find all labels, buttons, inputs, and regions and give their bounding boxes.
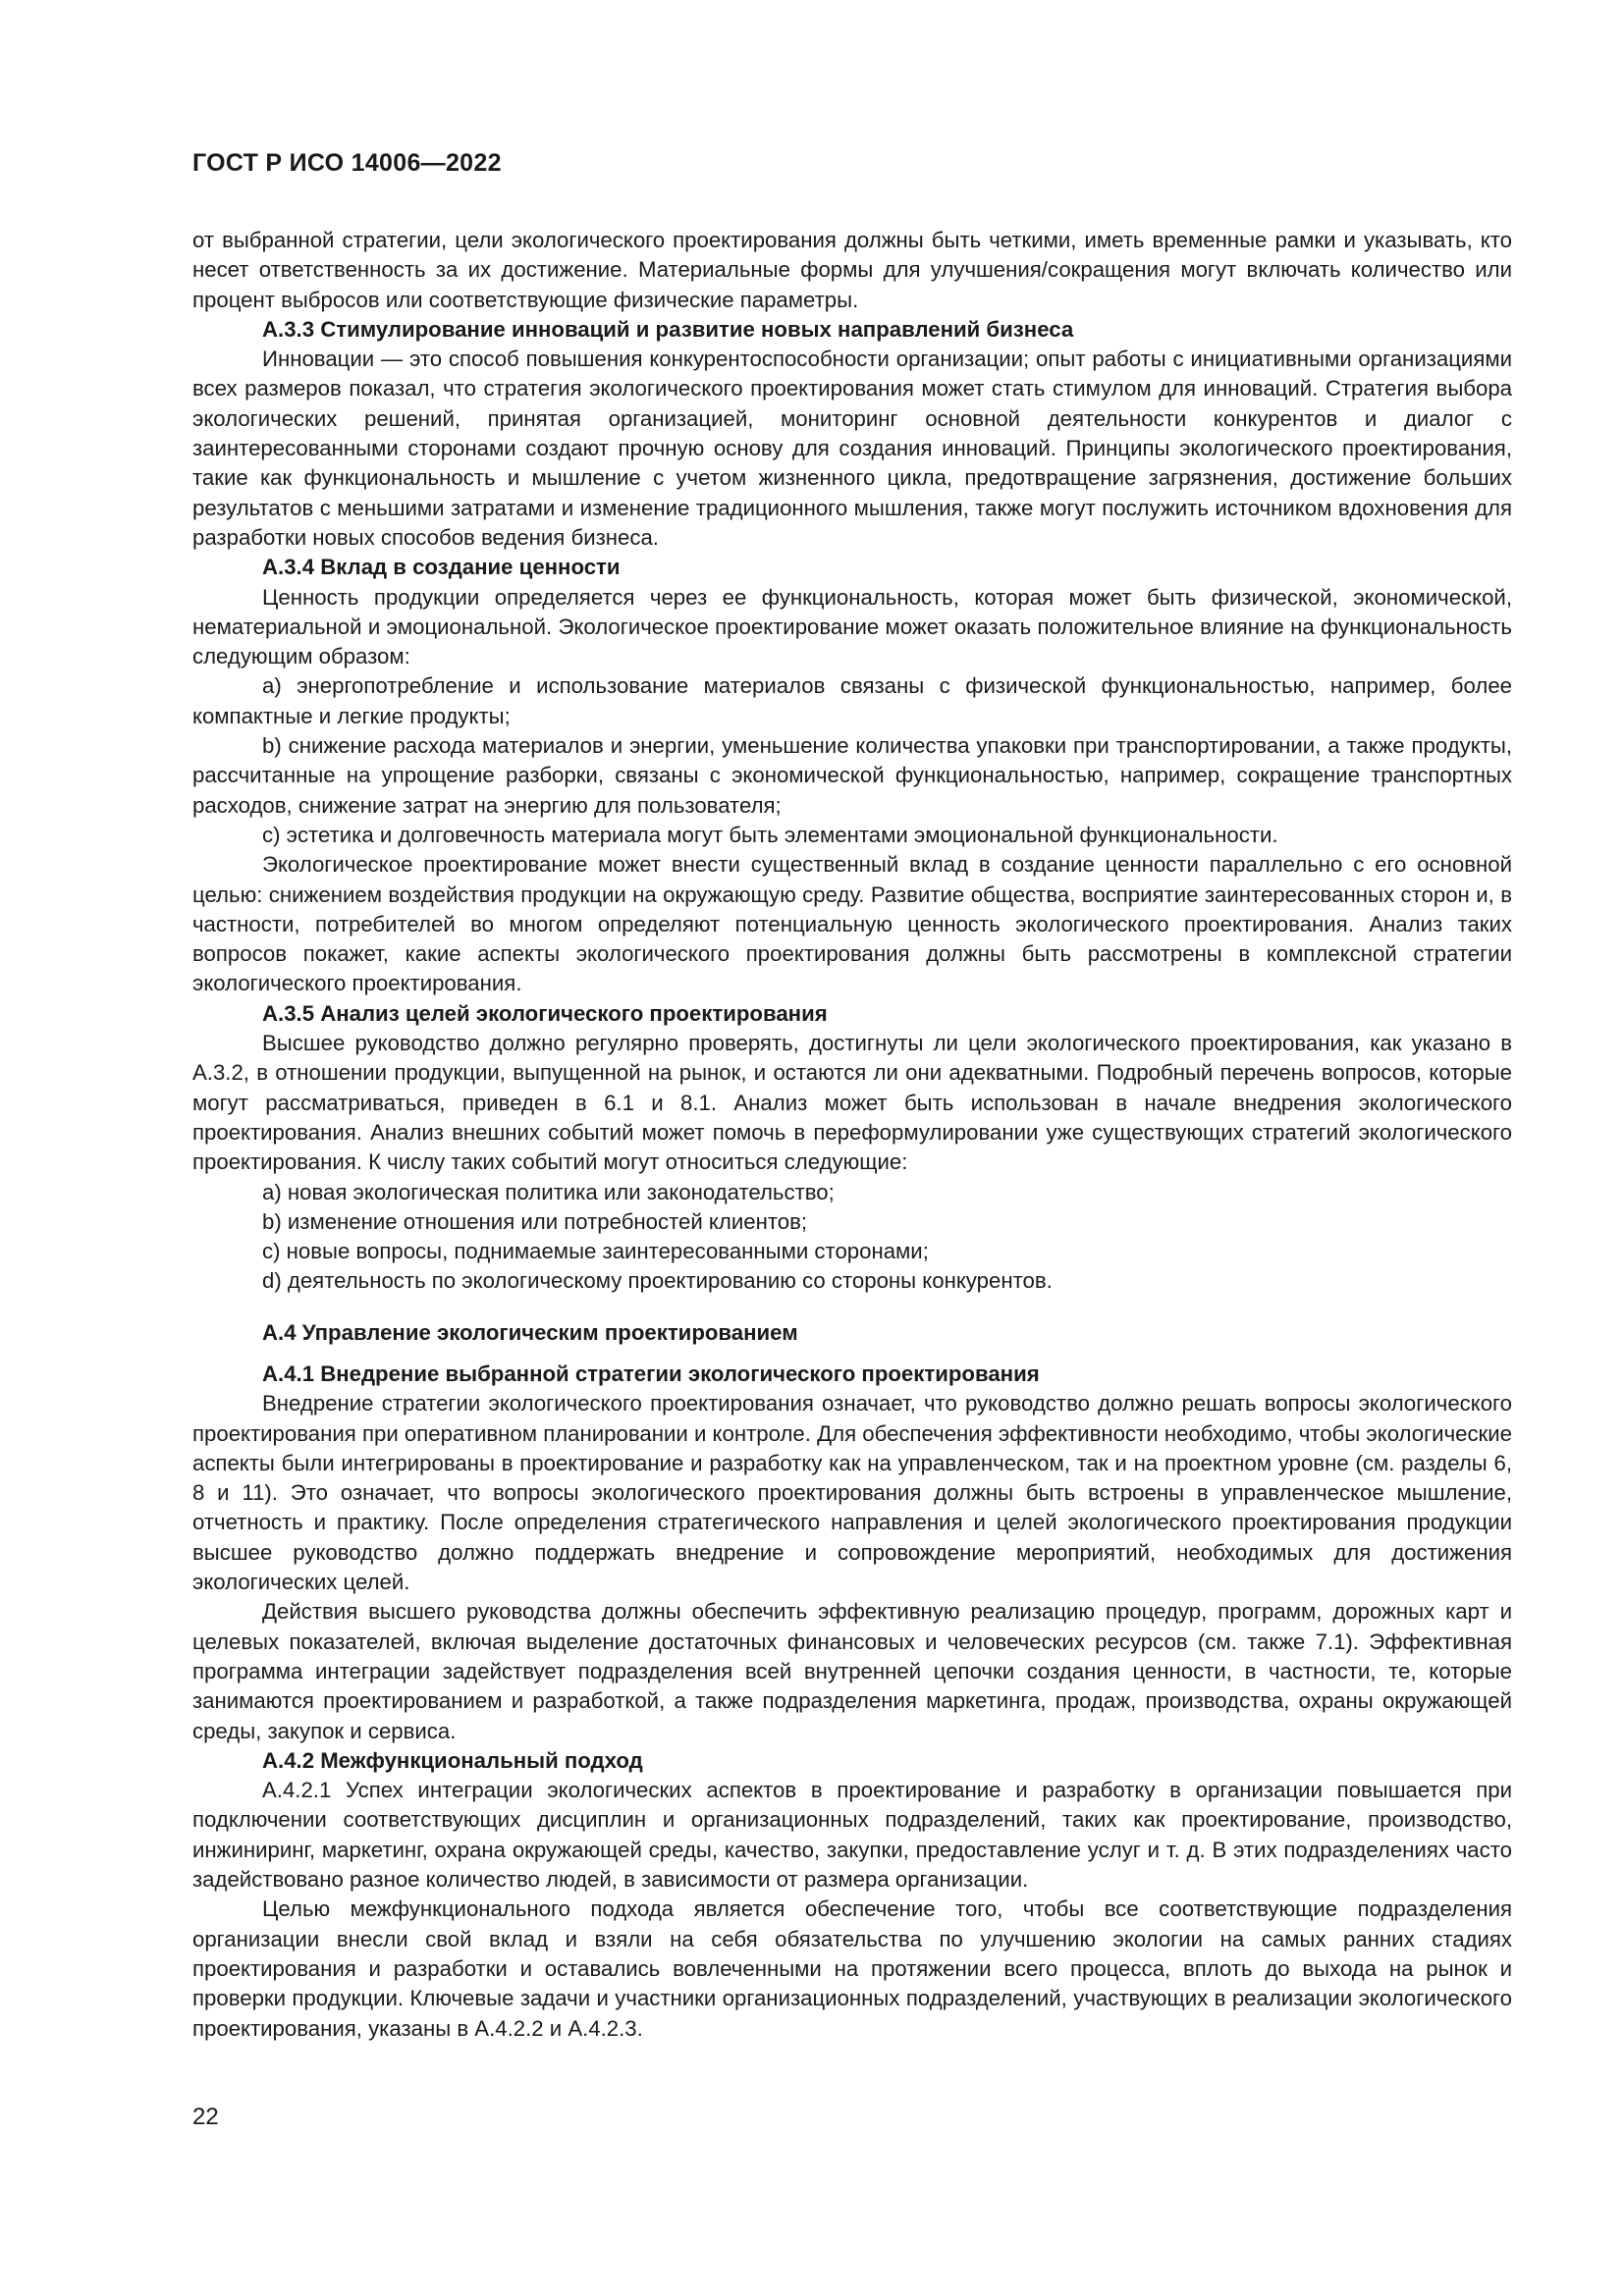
- paragraph: А.4.2.1 Успех интеграции экологических аспектов в проектирование и разработку в организации повышается при подключении соответствующих дисциплин и организационных подразделений, таких как проектирование, производство, инжиниринг, маркетинг, охрана окружающей среды, качество, закупки, предоставление услуг и т. д. В этих подразделениях часто задействовано разное количество людей, в зависимости от размера организации.: [192, 1778, 1512, 1893]
- paragraph: Целью межфункционального подхода является обеспечение того, чтобы все соответствующие подразделения организации внесли свой вклад и взяли на себя обязательства по улучшению экологии на самых ранних стадиях проектирования и разработки и оставались вовлеченными на протяжении всего процесса, вплоть до выхода на рынок и проверки продукции. Ключевые задачи и участники организационных подразделений, участвующих в реализации экологического проектирования, указаны в А.4.2.2 и А.4.2.3.: [192, 1896, 1512, 2041]
- list-item: b) изменение отношения или потребностей клиентов;: [262, 1208, 808, 1234]
- list-item: d) деятельность по экологическому проектированию со стороны конкурентов.: [262, 1268, 1053, 1294]
- paragraph: Внедрение стратегии экологического проектирования означает, что руководство должно решать вопросы экологического проектирования при оперативном планировании и контроле. Для обеспечения эффективности необходимо, чтобы экологические аспекты были интегрированы в проектирование и разработку как на управленческом, так и на проектном уровне (см. разделы 6, 8 и 11). Это означает, что вопросы экологического проектирования должны быть встроены в управленческое мышление, отчетность и практику. После определения стратегического направления и целей экологического проектирования продукции высшее руководство должно поддержать внедрение и сопровождение мероприятий, необходимых для достижения экологических целей.: [192, 1391, 1512, 1595]
- paragraph: от выбранной стратегии, цели экологического проектирования должны быть четкими, иметь временные рамки и указывать, кто несет ответственность за их достижение. Материальные формы для улучшения/сокращения могут включать количество или процент выбросов или соответствующие физические параметры.: [192, 228, 1512, 312]
- list-item: a) энергопотребление и использование материалов связаны с физической функциональностью, например, более компактные и легкие продукты;: [192, 673, 1512, 728]
- list-item: b) снижение расхода материалов и энергии, уменьшение количества упаковки при транспортировании, а также продукты, рассчитанные на упрощение разборки, связаны с экономической функциональностью, например, сокращение транспортных расходов, снижение затрат на энергию для пользователя;: [192, 733, 1512, 818]
- section-heading-a42: А.4.2 Межфункциональный подход: [262, 1747, 643, 1773]
- section-heading-a33: А.3.3 Стимулирование инноваций и развитие новых направлений бизнеса: [262, 316, 1074, 342]
- paragraph: Высшее руководство должно регулярно проверять, достигнуты ли цели экологического проектирования, как указано в А.3.2, в отношении продукции, выпущенной на рынок, и остаются ли они адекватными. Подробный перечень вопросов, которые могут рассматриваться, приведен в 6.1 и 8.1. Анализ может быть использован в начале внедрения экологического проектирования. Анализ внешних событий может помочь в переформулировании уже существующих стратегий экологического проектирования. К числу таких событий могут относиться следующие:: [192, 1031, 1512, 1175]
- paragraph: Ценность продукции определяется через ее функциональность, которая может быть физической, экономической, нематериальной и эмоциональной. Экологическое проектирование может оказать положительное влияние на функциональность следующим образом:: [192, 584, 1512, 669]
- list-item: a) новая экологическая политика или законодательство;: [262, 1179, 835, 1204]
- section-heading-a4: А.4 Управление экологическим проектированием: [262, 1319, 798, 1345]
- list-item: c) новые вопросы, поднимаемые заинтересованными сторонами;: [262, 1239, 929, 1264]
- page-number: 22: [192, 2104, 219, 2130]
- section-heading-a35: А.3.5 Анализ целей экологического проектирования: [262, 1000, 828, 1026]
- paragraph: Действия высшего руководства должны обеспечить эффективную реализацию процедур, программ, дорожных карт и целевых показателей, включая выделение достаточных финансовых и человеческих ресурсов (см. также 7.1). Эффективная программа интеграции задействует подразделения всей внутренней цепочки создания ценности, в частности, те, которые занимаются проектированием и разработкой, а также подразделения маркетинга, продаж, производства, охраны окружающей среды, закупок и сервиса.: [192, 1599, 1512, 1743]
- document-body: [192, 226, 1512, 2044]
- section-heading-a34: А.3.4 Вклад в создание ценности: [262, 555, 621, 580]
- section-heading-a41: А.4.1 Внедрение выбранной стратегии экологического проектирования: [262, 1361, 1040, 1386]
- paragraph: Инновации — это способ повышения конкурентоспособности организации; опыт работы с инициативными организациями всех размеров показал, что стратегия экологического проектирования может стать стимулом для инноваций. Стратегия выбора экологических решений, принятая организацией, мониторинг основной деятельности конкурентов и диалог с заинтересованными сторонами создают прочную основу для создания инноваций. Принципы экологического проектирования, такие как функциональность и мышление с учетом жизненного цикла, предотвращение загрязнения, достижение больших результатов с меньшими затратами и изменение традиционного мышления, также могут послужить источником вдохновения для разработки новых способов ведения бизнеса.: [192, 347, 1512, 550]
- page-header-title: ГОСТ Р ИСО 14006—2022: [192, 149, 502, 177]
- paragraph: Экологическое проектирование может внести существенный вклад в создание ценности параллельно с его основной целью: снижением воздействия продукции на окружающую среду. Развитие общества, восприятие заинтересованных сторон и, в частности, потребителей во многом определяют потенциальную ценность экологического проектирования. Анализ таких вопросов покажет, какие аспекты экологического проектирования должны быть рассмотрены в комплексной стратегии экологического проектирования.: [192, 852, 1512, 996]
- list-item: c) эстетика и долговечность материала могут быть элементами эмоциональной функциональности.: [262, 822, 1278, 847]
